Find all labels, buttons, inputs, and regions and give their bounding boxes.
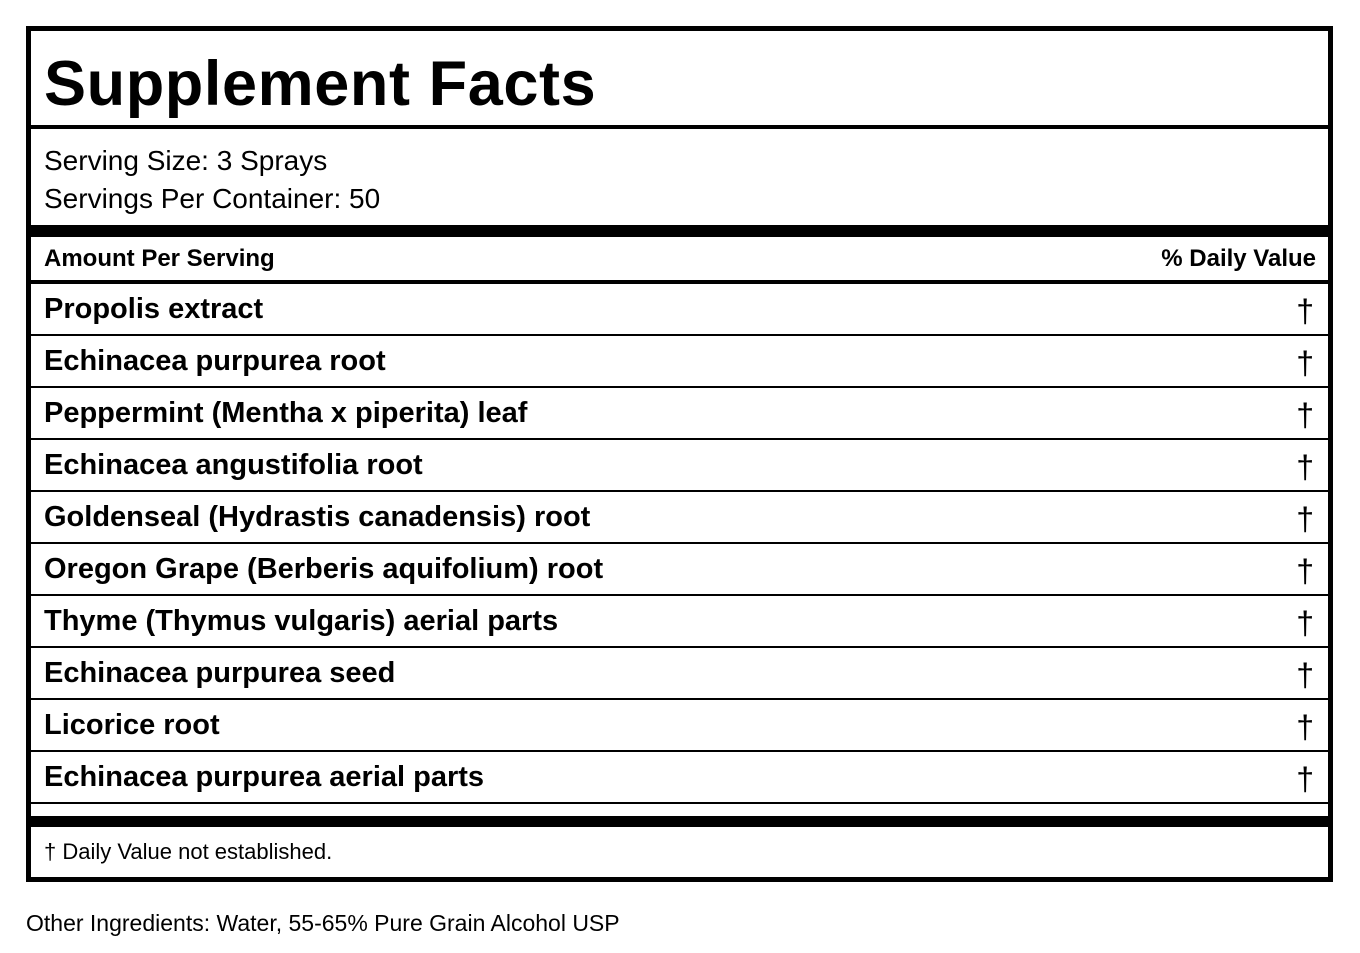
ingredient-name: Goldenseal (Hydrastis canadensis) root: [44, 500, 591, 533]
footnote: † Daily Value not established.: [44, 839, 333, 864]
ingredient-daily-value: †: [1296, 396, 1314, 433]
ingredient-name: Propolis extract: [44, 292, 264, 325]
ingredient-daily-value: †: [1296, 708, 1314, 745]
ingredient-daily-value: †: [1296, 656, 1314, 693]
ingredient-row: [31, 544, 1328, 596]
ingredient-daily-value: †: [1296, 500, 1314, 537]
ingredient-daily-value: †: [1296, 344, 1314, 381]
thick-divider-bottom: [31, 816, 1328, 827]
ingredient-row: [31, 284, 1328, 336]
panel-title: Supplement Facts: [31, 31, 1328, 129]
ingredient-daily-value: †: [1296, 552, 1314, 589]
ingredient-daily-value: †: [1296, 604, 1314, 641]
ingredient-name: Echinacea purpurea root: [44, 344, 386, 377]
ingredient-name: Oregon Grape (Berberis aquifolium) root: [44, 552, 604, 585]
ingredient-row: [31, 388, 1328, 440]
thick-divider: [31, 225, 1328, 237]
ingredient-name: Peppermint (Mentha x piperita) leaf: [44, 396, 528, 429]
ingredient-row: [31, 752, 1328, 804]
ingredient-daily-value: †: [1296, 292, 1314, 329]
ingredient-name: Echinacea purpurea aerial parts: [44, 760, 485, 793]
column-header-row: [31, 237, 1328, 284]
ingredient-row: [31, 700, 1328, 752]
ingredient-list: [31, 284, 1328, 804]
other-ingredients: Other Ingredients: Water, 55-65% Pure Grain Alcohol USP: [26, 910, 620, 936]
ingredient-row: [31, 440, 1328, 492]
serving-size: Serving Size: 3 Sprays: [44, 145, 328, 176]
spacer: [31, 804, 1328, 816]
amount-per-serving-header: Amount Per Serving: [44, 244, 275, 272]
daily-value-header: % Daily Value: [1161, 244, 1316, 272]
ingredient-daily-value: †: [1296, 760, 1314, 797]
serving-info: [31, 129, 1328, 225]
ingredient-row: [31, 492, 1328, 544]
ingredient-row: [31, 596, 1328, 648]
servings-per-container: Servings Per Container: 50: [44, 183, 381, 214]
ingredient-name: Echinacea angustifolia root: [44, 448, 423, 481]
ingredient-name: Echinacea purpurea seed: [44, 656, 396, 689]
ingredient-row: [31, 336, 1328, 388]
ingredient-name: Licorice root: [44, 708, 220, 741]
ingredient-daily-value: †: [1296, 448, 1314, 485]
ingredient-name: Thyme (Thymus vulgaris) aerial parts: [44, 604, 559, 637]
supplement-facts-panel: [26, 26, 1333, 882]
ingredient-row: [31, 648, 1328, 700]
